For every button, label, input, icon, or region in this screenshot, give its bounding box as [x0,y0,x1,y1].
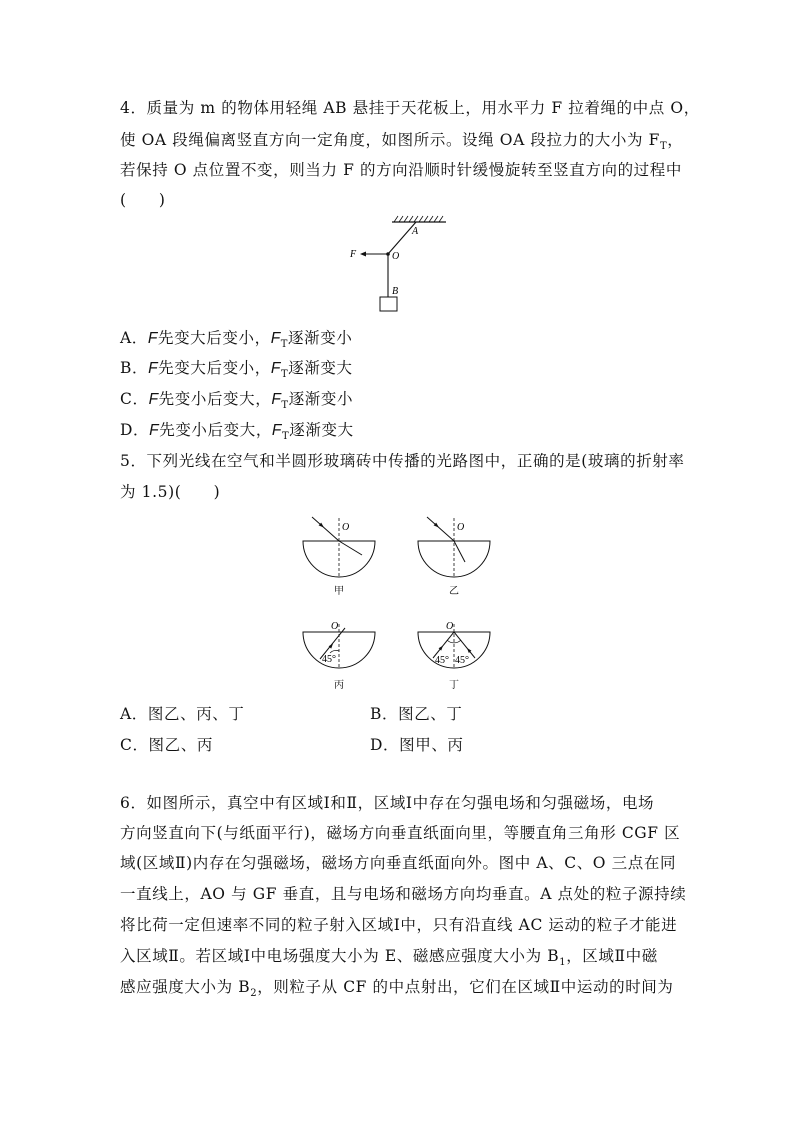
q6-line-6 [120,944,658,968]
q5-line-2: 为 1.5)( ) [120,483,221,501]
option-var-ft: F [270,360,281,377]
q5-option-b: B．图乙、丁 [370,705,463,723]
q5-line-1: 5．下列光线在空气和半圆形玻璃砖中传播的光路图中，正确的是(玻璃的折射率 [120,452,685,470]
q4-option-a [120,326,352,350]
option-letter: C． [120,390,149,408]
q6-line-4: 一直线上，AO 与 GF 垂直，且与电场和磁场方向均垂直。A 点处的粒子源持续 [120,885,687,903]
option-text-2: 逐渐变小 [288,390,354,408]
q6-line-6-text: 入区域Ⅱ。若区域Ⅰ中电场强度大小为 E、磁感应强度大小为 B [120,947,560,965]
option-var-f: F [149,422,160,439]
caption-yi: 乙 [449,586,459,597]
label-o: O [446,621,454,632]
q6-line-5: 将比荷一定但速率不同的粒子射入区域Ⅰ中，只有沿直线 AC 运动的粒子才能进 [120,916,678,934]
diagram-yi [415,512,495,602]
option-sub: T [280,339,289,351]
q4-line-2 [120,128,683,152]
q6-line-3: 域(区域Ⅱ)内存在匀强磁场，磁场方向垂直纸面向外。图中 A、C、O 三点在同 [120,854,677,872]
q6-line-2: 方向竖直向下(与纸面平行)，磁场方向垂直纸面向里，等腰直角三角形 CGF 区 [120,824,681,842]
q4-line-1: 4．质量为 m 的物体用轻绳 AB 悬挂于天花板上，用水平力 F 拉着绳的中点 O， [120,99,700,117]
q6-line-7-sub: 2 [250,988,258,1000]
label-a: A [412,226,419,237]
option-text-1: 先变大后变小， [157,329,271,347]
q6-line-7-tail: ，则粒子从 CF 的中点射出，它们在区域Ⅱ中运动的时间为 [257,978,674,996]
q4-line-3: 若保持 O 点位置不变，则当力 F 的方向沿顺时针缓慢旋转至竖直方向的过程中 [120,161,682,179]
caption-bing: 丙 [334,680,344,691]
diagram-ding [415,618,495,693]
angle-label-left: 45° [435,655,449,666]
option-var-f: F [147,330,158,347]
label-o: O [392,251,400,262]
q5-option-d: D．图甲、丙 [370,736,464,754]
option-letter: B． [120,359,149,377]
q4-option-b [120,356,353,380]
option-sub: T [282,431,290,443]
option-letter: D． [120,421,150,439]
option-text-2: 逐渐变小 [288,329,353,347]
option-text-1: 先变小后变大， [158,390,272,408]
caption-jia: 甲 [334,586,344,597]
option-sub: T [281,400,289,412]
option-text-1: 先变大后变小， [158,359,271,377]
angle-label-right: 45° [455,655,469,666]
q4-line-4: ( ) [120,191,166,209]
option-sub: T [280,369,289,381]
angle-label: 45° [322,654,336,665]
diagram-jia [300,512,380,602]
q6-line-7 [120,975,674,999]
q4-option-d [120,418,354,442]
label-f: F [350,249,357,260]
q6-line-1: 6．如图所示，真空中有区域Ⅰ和Ⅱ，区域Ⅰ中存在匀强电场和匀强磁场，电场 [120,794,655,812]
option-var-ft: F [271,422,282,439]
q4-option-c [120,387,353,411]
option-var-ft: F [271,391,282,408]
caption-ding: 丁 [449,680,459,691]
option-text-2: 逐渐变大 [289,421,354,439]
option-text-1: 先变小后变大， [159,421,272,439]
option-letter: A． [120,329,148,347]
q4-figure [340,212,450,317]
option-var-ft: F [270,330,281,347]
q5-option-c: C．图乙、丙 [120,736,213,754]
q6-line-6-sub: 1 [559,957,567,969]
q6-line-7-text: 感应强度大小为 B [120,978,251,996]
label-o: O [342,522,350,533]
option-text-2: 逐渐变大 [288,359,353,377]
block-m [380,297,397,311]
q4-line-2-text: 使 OA 段绳偏离竖直方向一定角度，如图所示。设绳 OA 段拉力的大小为 F [120,131,660,149]
q4-line-2-sub: T [660,141,668,153]
label-b: B [392,286,399,297]
option-var-f: F [148,360,159,377]
q6-line-6-tail: ，区域Ⅱ中磁 [566,947,658,965]
q4-line-2-tail: ， [667,131,684,149]
label-o: O [331,621,339,632]
label-o: O [457,522,465,533]
q5-option-a: A．图乙、丙、丁 [120,705,245,723]
option-var-f: F [148,391,159,408]
diagram-bing [300,618,380,693]
